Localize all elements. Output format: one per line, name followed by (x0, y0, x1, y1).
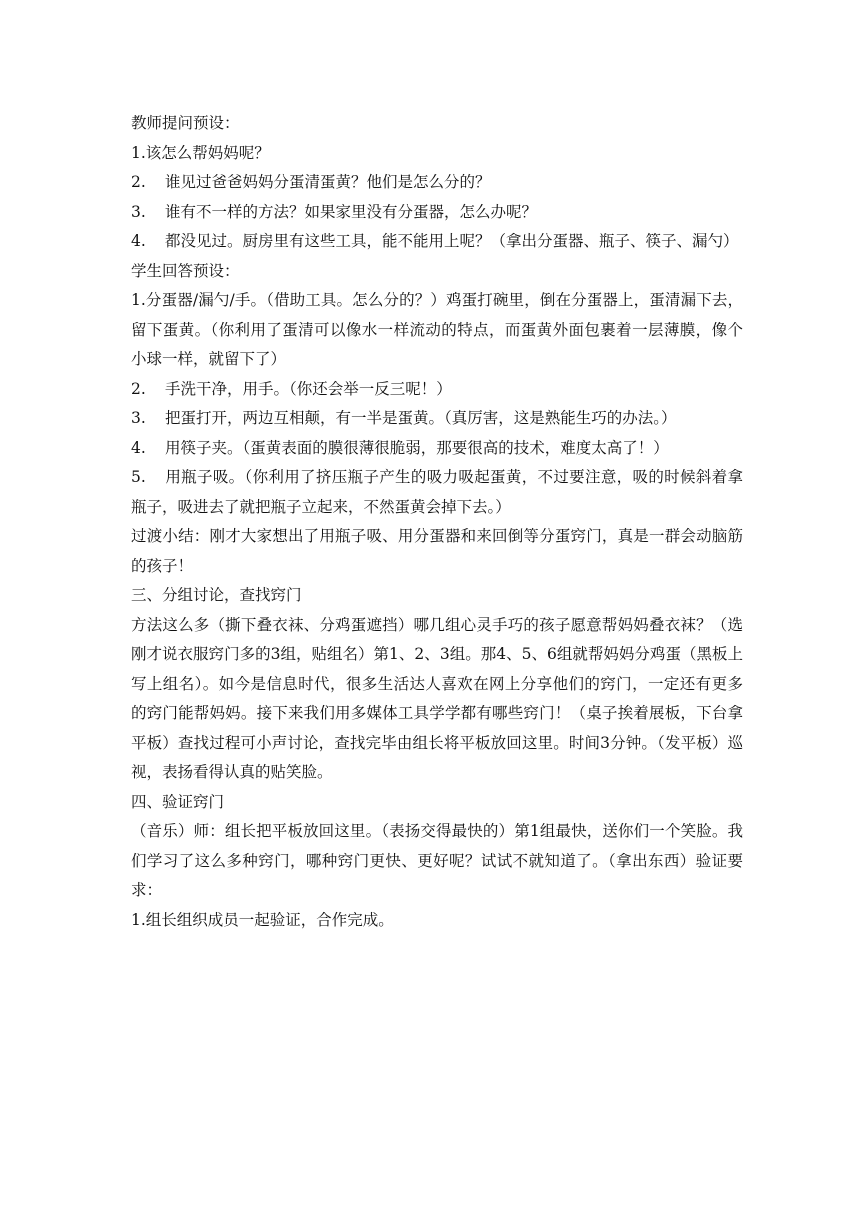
list-text: 该怎么帮妈妈呢？ (145, 143, 270, 162)
teacher-question-4 (131, 227, 743, 257)
list-number: 2. (131, 379, 146, 398)
list-text: 谁有不一样的方法？如果家里没有分蛋器，怎么办呢？ (165, 202, 538, 221)
list-number: 2. (131, 173, 146, 191)
list-number: 4. (131, 438, 146, 457)
student-answer-2 (131, 375, 743, 405)
student-answer-3 (131, 404, 743, 434)
list-number: 4. (131, 232, 146, 250)
teacher-questions-heading: 教师提问预设： (131, 114, 240, 132)
student-answer-1: 1.分蛋器/漏勺/手。（借助工具。怎么分的？）鸡蛋打碗里，倒在分蛋器上，蛋清漏下去，留下蛋黄。（你利用了蛋清可以像水一样流动的特点，而蛋黄外面包裹着一层薄膜，像个小球一样，就留下了） (131, 291, 743, 368)
verification-requirement-1: 1.组长组织成员一起验证，合作完成。 (131, 910, 394, 929)
transition-summary: 过渡小结：刚才大家想出了用瓶子吸、用分蛋器和来回倒等分蛋窍门，真是一群会动脑筋的孩子！ (131, 527, 743, 575)
teacher-question-2 (131, 168, 743, 198)
list-number: 3. (131, 202, 146, 221)
teacher-question-3 (131, 198, 743, 228)
list-number: 1. (131, 143, 146, 162)
document-body (131, 109, 743, 935)
list-text: 谁见过爸爸妈妈分蛋清蛋黄？他们是怎么分的？ (165, 173, 491, 191)
section-four-body: （音乐）师：组长把平板放回这里。（表扬交得最快的）第1组最快，送你们一个笑脸。我们学习了这么多种窍门，哪种窍门更快、更好呢？试试不就知道了。（拿出东西）验证要求： (131, 822, 743, 899)
section-three-heading: 三、分组讨论，查找窍门 (131, 586, 302, 604)
list-text: 用瓶子吸。（你利用了挤压瓶子产生的吸力吸起蛋黄，不过要注意，吸的时候斜着拿瓶子，吸进去了就把瓶子立起来，不然蛋黄会掉下去。） (131, 468, 743, 516)
list-text: 手洗干净，用手。（你还会举一反三呢！） (165, 379, 452, 398)
section-four-heading: 四、验证窍门 (131, 792, 225, 811)
list-number: 3. (131, 409, 146, 427)
student-answers-heading: 学生回答预设： (131, 261, 240, 280)
list-text: 用筷子夹。（蛋黄表面的膜很薄很脆弱，那要很高的技术，难度太高了！） (165, 438, 669, 457)
list-number: 5. (131, 468, 146, 486)
student-answer-5 (131, 463, 743, 522)
student-answer-4 (131, 434, 743, 464)
teacher-question-1 (131, 139, 743, 169)
list-text: 把蛋打开，两边互相颠，有一半是蛋黄。（真厉害，这是熟能生巧的办法。） (165, 409, 677, 427)
list-text: 都没见过。厨房里有这些工具，能不能用上呢？（拿出分蛋器、瓶子、筷子、漏勺） (165, 232, 739, 250)
section-three-body: 方法这么多（撕下叠衣袜、分鸡蛋遮挡）哪几组心灵手巧的孩子愿意帮妈妈叠衣袜？（选刚才说衣服窍门多的3组，贴组名）第1、2、3组。那4、5、6组就帮妈妈分鸡蛋（黑板上写上组名）。如今是信息时代，很多生活达人喜欢在网上分享他们的窍门，一定还有更多的窍门能帮妈妈。接下来我们用多媒体工具学学都有哪些窍门！（桌子挨着展板，下台拿平板）查找过程可小声讨论，查找完毕由组长将平板放回这里。时间3分钟。（发平板）巡视，表扬看得认真的贴笑脸。 (131, 615, 743, 781)
